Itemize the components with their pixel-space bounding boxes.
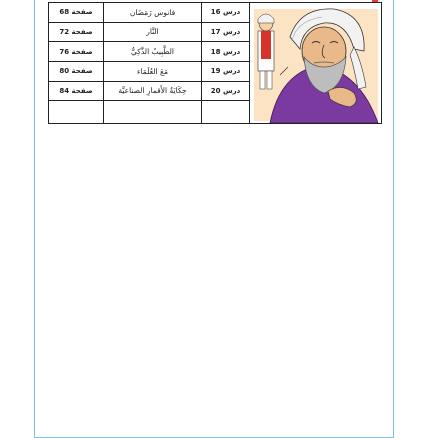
lesson-number-cell[interactable]: درس 20 xyxy=(202,81,250,101)
page-number-cell[interactable]: صفحة 80 xyxy=(49,61,104,81)
lessons-table xyxy=(48,2,382,124)
lesson-title-cell[interactable]: مَعَ العُلَمَاء xyxy=(104,61,202,81)
lesson-number-cell[interactable]: درس 16 xyxy=(202,3,250,23)
lesson-title-cell[interactable]: حِكَايَةُ الأَقمارِ الصناعيَّة xyxy=(104,81,202,101)
table-row xyxy=(49,3,382,23)
page-number-cell xyxy=(49,101,104,124)
page-number-cell[interactable]: صفحة 84 xyxy=(49,81,104,101)
lesson-number-cell xyxy=(202,101,250,124)
illustration-cell xyxy=(250,3,382,124)
page-number-cell[interactable]: صفحة 76 xyxy=(49,42,104,62)
scholar-and-boy-illustration xyxy=(250,3,382,123)
lesson-title-cell[interactable]: فانوس رَمَضَان xyxy=(104,3,202,23)
lesson-title-cell[interactable]: النَّار xyxy=(104,22,202,42)
page-number-cell[interactable]: صفحة 68 xyxy=(49,3,104,23)
lesson-number-cell[interactable]: درس 18 xyxy=(202,42,250,62)
page-number-cell[interactable]: صفحة 72 xyxy=(49,22,104,42)
lesson-title-cell xyxy=(104,101,202,124)
lesson-number-cell[interactable]: درس 19 xyxy=(202,61,250,81)
lesson-number-cell[interactable]: درس 17 xyxy=(202,22,250,42)
lesson-title-cell[interactable]: الطَّبِيبُ الذَّكِيُّ xyxy=(104,42,202,62)
